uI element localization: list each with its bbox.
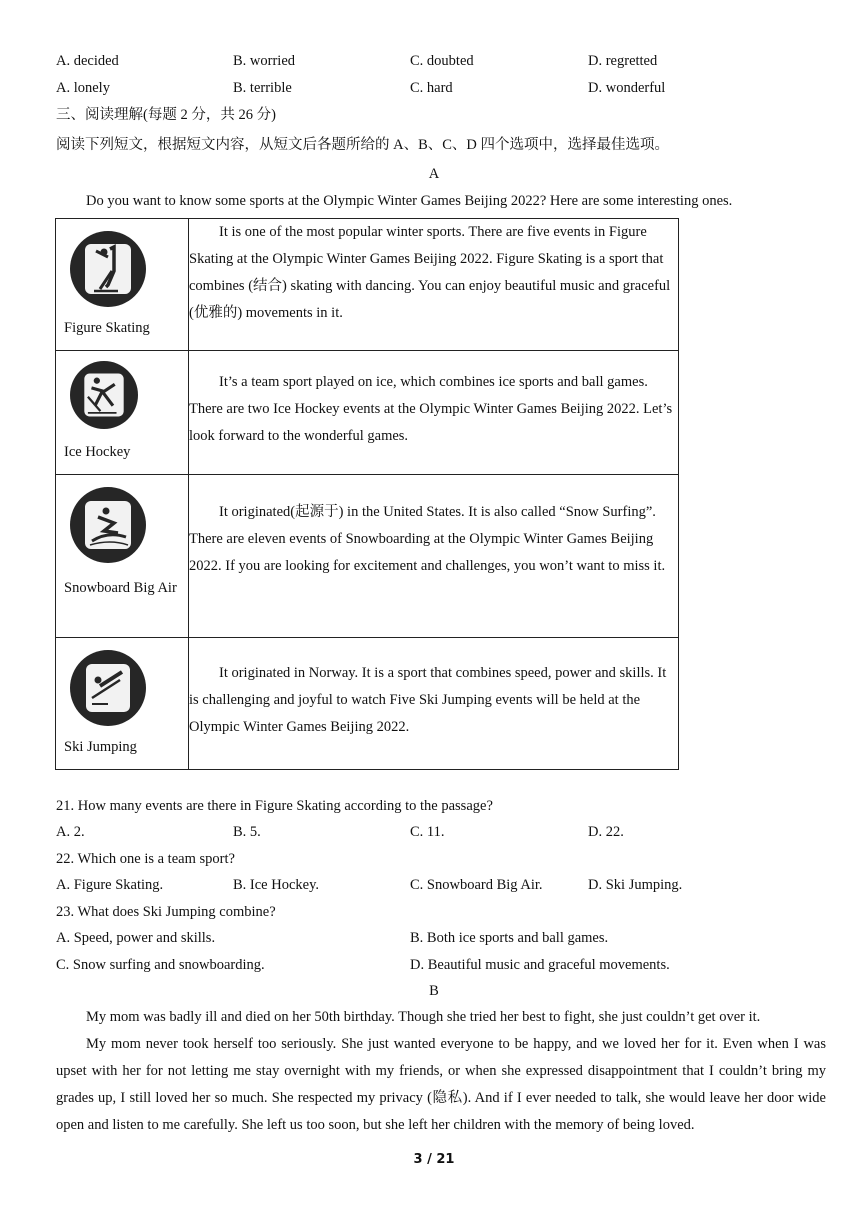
- sport-name: Ski Jumping: [64, 739, 137, 755]
- q20-option-c: C. hard: [410, 80, 453, 96]
- sport-description: It originated in Norway. It is a sport that combines speed, power and skills. It is challenging and joyful to watch Five Ski Jumping events will be held at the Olympic Winter Games Beijing 2022.: [189, 638, 679, 770]
- question-21-options: [56, 822, 836, 842]
- q22-option-b: B. Ice Hockey.: [233, 877, 320, 893]
- sport-name: Figure Skating: [64, 320, 150, 336]
- q21-option-c: C. 11.: [410, 824, 445, 840]
- instructions: 阅读下列短文，根据短文内容，从短文后各题所给的 A、B、C、D 四个选项中，选择最佳选项。: [56, 137, 670, 153]
- q19-option-d: D. regretted: [588, 53, 658, 69]
- figure-skating-icon: [70, 231, 146, 307]
- question-19-options: [56, 51, 836, 71]
- q23-option-b: B. Both ice sports and ball games.: [410, 930, 609, 946]
- table-row: [56, 219, 679, 351]
- sports-table: [55, 218, 679, 770]
- section-title: 三、阅读理解(每题 2 分，共 26 分): [56, 107, 276, 123]
- sport-icon-cell: [56, 638, 189, 770]
- sport-description: It’s a team sport played on ice, which combines ice sports and ball games. There are two Ice Hockey events at the Olympic Winter Games Beijing 2022. Let’s look forward to the wonderful games.: [189, 351, 679, 475]
- q19-option-c: C. doubted: [410, 53, 474, 69]
- sport-description: It is one of the most popular winter sports. There are five events in Figure Skating at the Olympic Winter Games Beijing 2022. Figure Skating is a sport that combines (结合) skating with dancing. You can enjoy beautiful music and graceful (优雅的) movements in it.: [189, 219, 679, 351]
- q23-option-d: D. Beautiful music and graceful movements.: [410, 957, 670, 973]
- sport-icon-cell: [56, 351, 189, 475]
- passage-a-label: A: [428, 166, 440, 182]
- question-21-stem: 21. How many events are there in Figure Skating according to the passage?: [56, 798, 493, 814]
- q20-option-a: A. lonely: [56, 80, 110, 96]
- question-23-options-cd: [56, 955, 836, 975]
- passage-a-intro: Do you want to know some sports at the Olympic Winter Games Beijing 2022? Here are some interesting ones.: [86, 193, 733, 209]
- q20-option-b: B. terrible: [233, 80, 292, 96]
- sport-icon-cell: [56, 475, 189, 638]
- q21-option-d: D. 22.: [588, 824, 624, 840]
- q20-option-d: D. wonderful: [588, 80, 666, 96]
- passage-b: [56, 1004, 826, 1139]
- q21-option-b: B. 5.: [233, 824, 261, 840]
- question-23-options-ab: [56, 928, 836, 948]
- question-20-options: [56, 78, 836, 98]
- sport-description: It originated(起源于) in the United States. It is also called “Snow Surfing”. There are eleven events of Snowboarding at the Olympic Winter Games Beijing 2022. If you are looking for excitement and challenges, you won’t want to miss it.: [189, 475, 679, 638]
- ski-jumping-icon: [70, 650, 146, 726]
- q19-option-a: A. decided: [56, 53, 119, 69]
- q23-option-a: A. Speed, power and skills.: [56, 930, 216, 946]
- q22-option-d: D. Ski Jumping.: [588, 877, 683, 893]
- table-row: [56, 638, 679, 770]
- table-row: [56, 351, 679, 475]
- passage-b-paragraph-2: My mom never took herself too seriously. She just wanted everyone to be happy, and we loved her for it. Even when I was upset with her for not letting me stay overnight with my friends, or when she expressed disappointment that I couldn’t bring my grades up, I still loved her so much. She respected my privacy (隐私). And if I ever needed to talk, she would leave her door wide open and listen to me carefully. She left us too soon, but she left her children with the memory of being loved.: [56, 1036, 826, 1133]
- passage-b-label: B: [429, 983, 439, 999]
- sport-name: Snowboard Big Air: [64, 580, 177, 596]
- q21-option-a: A. 2.: [56, 824, 85, 840]
- page-number: 3 / 21: [413, 1152, 455, 1167]
- passage-b-paragraph-1: My mom was badly ill and died on her 50th birthday. Though she tried her best to fight, she just couldn’t get over it.: [86, 1009, 761, 1025]
- sport-name: Ice Hockey: [64, 444, 131, 460]
- q22-option-c: C. Snowboard Big Air.: [410, 877, 543, 893]
- question-22-options: [56, 875, 836, 895]
- ice-hockey-icon: [70, 361, 138, 429]
- question-22-stem: 22. Which one is a team sport?: [56, 851, 235, 867]
- question-23-stem: 23. What does Ski Jumping combine?: [56, 904, 276, 920]
- q19-option-b: B. worried: [233, 53, 296, 69]
- snowboard-icon: [70, 487, 146, 563]
- table-row: [56, 475, 679, 638]
- sport-icon-cell: [56, 219, 189, 351]
- q23-option-c: C. Snow surfing and snowboarding.: [56, 957, 265, 973]
- q22-option-a: A. Figure Skating.: [56, 877, 164, 893]
